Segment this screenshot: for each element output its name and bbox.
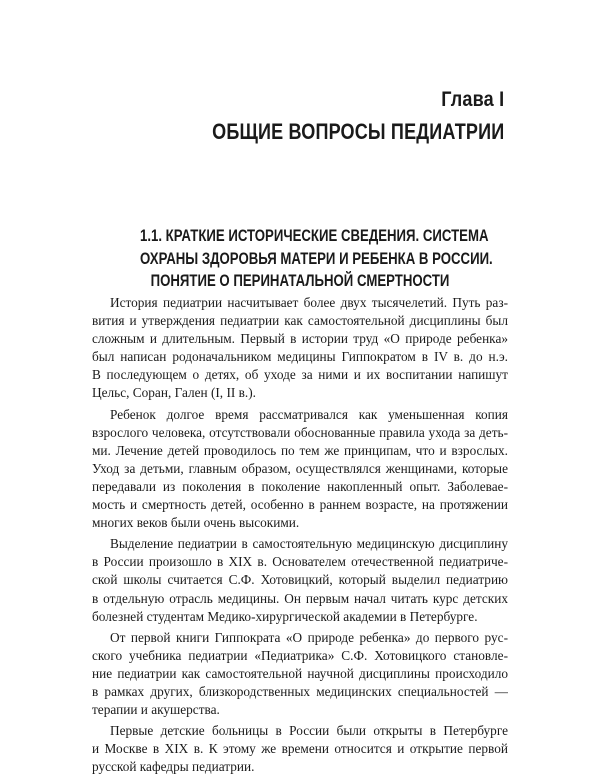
paragraph (92, 406, 508, 533)
text-line: ние педиатрии как самостоятельной научной дисциплины происходило (92, 665, 508, 681)
text-line: История педиатрии насчитывает более двух тысячелетий. Путь раз- (110, 295, 508, 310)
text-line: Уход за детьми, главным образом, осуществлялся женщинами, которые (92, 460, 508, 476)
text-line: От первой книги Гиппократа «О природе ребенка» до первого рус- (110, 629, 508, 645)
section-heading-line: ОХРАНЫ ЗДОРОВЬЯ МАТЕРИ И РЕБЕНКА В РОССИИ. (140, 249, 493, 268)
chapter-title: ОБЩИЕ ВОПРОСЫ ПЕДИАТРИИ (211, 119, 504, 144)
text-line: взрослого человека, отсутствовали обоснованные правила ухода за деть- (92, 424, 508, 440)
text-line: в рамках других, близкородственных медицинских специальностей — (92, 683, 508, 699)
paragraph (92, 629, 508, 719)
paragraph (92, 535, 508, 625)
text-line: терапии и акушерства. (92, 702, 220, 718)
text-line: Ребенок долгое время рассматривался как уменьшенная копия (110, 406, 508, 422)
body-text (92, 294, 508, 779)
text-line: многих веков были очень высокими. (92, 515, 300, 531)
text-line: мость и смертность детей, особенно в раннем возрасте, на протяжении (92, 497, 508, 513)
paragraph (92, 722, 508, 776)
text-line: в России произошло в XIX в. Основателем отечественной педиатриче- (92, 554, 508, 570)
text-line: и Москве в XIX в. К этому же времени относится и открытие первой (92, 741, 508, 757)
text-line: ми. Лечение детей проводилось по тем же принципам, что и взрослых. (92, 442, 508, 458)
text-line: ской школы считается С.Ф. Хотовицкий, который выделил педиатрию (92, 572, 508, 588)
section-heading (100, 225, 500, 293)
text-line: русской кафедры педиатрии. (92, 759, 255, 775)
chapter-label: Глава I (440, 88, 504, 111)
section-heading-line: 1.1. КРАТКИЕ ИСТОРИЧЕСКИЕ СВЕДЕНИЯ. СИСТЕМА (140, 227, 489, 245)
text-line: Цельс, Соран, Гален (I, II в.). (92, 385, 256, 401)
text-line: в отдельную отрасль медицины. Он первым начал читать курс детских (92, 590, 508, 606)
text-line: ского учебника педиатрии «Педиатрика» С.Ф. Хотовицкого становле- (92, 647, 508, 663)
text-line: Первые детские больницы в России были открыты в Петербурге (110, 723, 508, 739)
text-line: передавали из поколения в поколение накопленный опыт. Заболевае- (92, 478, 508, 494)
text-line: Выделение педиатрии в самостоятельную медицинскую дисциплину (110, 536, 508, 552)
paragraph (92, 294, 508, 403)
text-line: был написан родоначальником медицины Гиппократом в IV в. до н.э. (92, 349, 508, 365)
text-line: сложным и длительным. Первый в истории труд «О природе ребенка» (92, 331, 508, 347)
section-heading-line: ПОНЯТИЕ О ПЕРИНАТАЛЬНОЙ СМЕРТНОСТИ (150, 272, 450, 290)
text-line: В последующем о детях, об уходе за ними и их воспитании напишут (92, 367, 508, 383)
text-line: болезней студентам Медико-хирургической академии в Петербурге. (92, 608, 478, 624)
text-line: вития и утверждения педиатрии как самостоятельной дисциплины был (92, 313, 508, 329)
